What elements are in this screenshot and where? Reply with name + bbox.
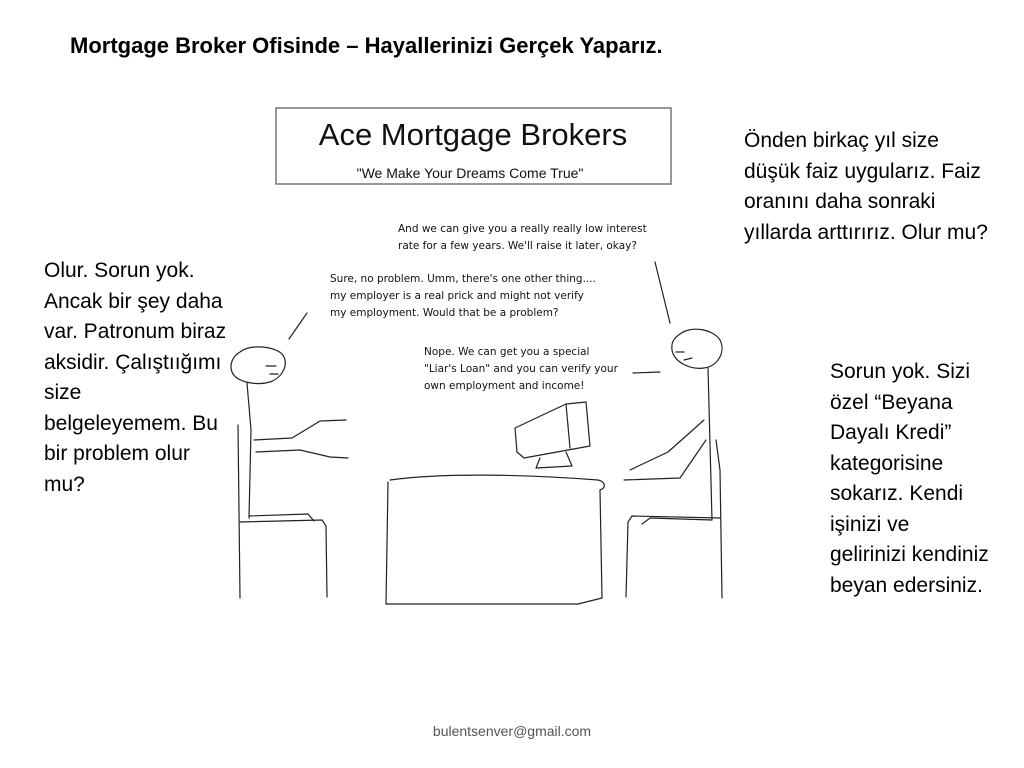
speech-pointer-broker-2: [633, 372, 660, 373]
bubble-line: And we can give you a really really low interest: [398, 223, 647, 235]
customer-head: [231, 347, 285, 384]
customer-speech-bubble: [330, 273, 596, 319]
desk-left-side: [386, 482, 446, 604]
bubble-line: own employment and income!: [424, 380, 585, 392]
computer-monitor: [515, 402, 590, 468]
broker-body: [708, 368, 712, 520]
broker-speech-bubble-2: [424, 346, 619, 392]
sign-slogan: "We Make Your Dreams Come True": [356, 165, 584, 181]
chair-seat: [240, 520, 327, 597]
chair-seat: [626, 516, 720, 597]
slide-title: Mortgage Broker Ofisinde – Hayallerinizi Gerçek Yaparız.: [70, 33, 663, 58]
desk-top: [390, 475, 604, 490]
broker-arm-lower: [624, 440, 706, 480]
customer-arm-upper: [254, 420, 346, 440]
customer-face: [266, 366, 278, 374]
bubble-line: my employment. Would that be a problem?: [330, 307, 559, 319]
bubble-line: my employer is a real prick and might not verify: [330, 290, 584, 302]
bubble-line: rate for a few years. We'll raise it later, okay?: [398, 240, 637, 252]
bubble-line: Sure, no problem. Umm, there's one other thing....: [330, 273, 596, 285]
sign-title: Ace Mortgage Brokers: [318, 117, 628, 152]
customer-caption: Olur. Sorun yok. Ancak bir şey daha var. Patronum biraz aksidir. Çalıştıığımı size belgeleyemem. Bu bir problem olur mu?: [44, 259, 227, 496]
customer-arm-lower: [256, 450, 348, 458]
speech-pointer-customer: [289, 313, 307, 339]
desk: [386, 475, 604, 604]
broker-caption-bottom: Sorun yok. Sizi özel “Beyana Dayalı Kredi” kategorisine sokarız. Kendi işinizi ve gelirinizi kendiniz beyan edersiniz.: [830, 360, 989, 597]
speech-pointer-broker-1: [655, 262, 670, 323]
chair-back: [716, 440, 722, 598]
bubble-line: "Liar's Loan" and you can verify your: [424, 363, 618, 375]
customer-body: [247, 383, 251, 518]
footer-email: bulentsenver@gmail.com: [432, 723, 592, 739]
broker-speech-bubble-1: [398, 223, 647, 252]
monitor-body: [515, 402, 590, 458]
desk-right-side: [578, 490, 602, 604]
broker-face: [676, 352, 692, 360]
broker-head: [672, 329, 722, 368]
broker-caption-top: Önden birkaç yıl size düşük faiz uygularız. Faiz oranını daha sonraki yıllarda arttırırız. Olur mu?: [744, 129, 988, 244]
broker-leg: [642, 518, 712, 524]
chair-back: [238, 425, 240, 598]
bubble-line: Nope. We can get you a special: [424, 346, 590, 358]
broker-arm-upper: [630, 420, 704, 470]
customer-figure: [231, 347, 348, 521]
monitor-edge: [566, 404, 570, 448]
broker-figure: [624, 329, 722, 524]
office-sign: [276, 108, 671, 184]
